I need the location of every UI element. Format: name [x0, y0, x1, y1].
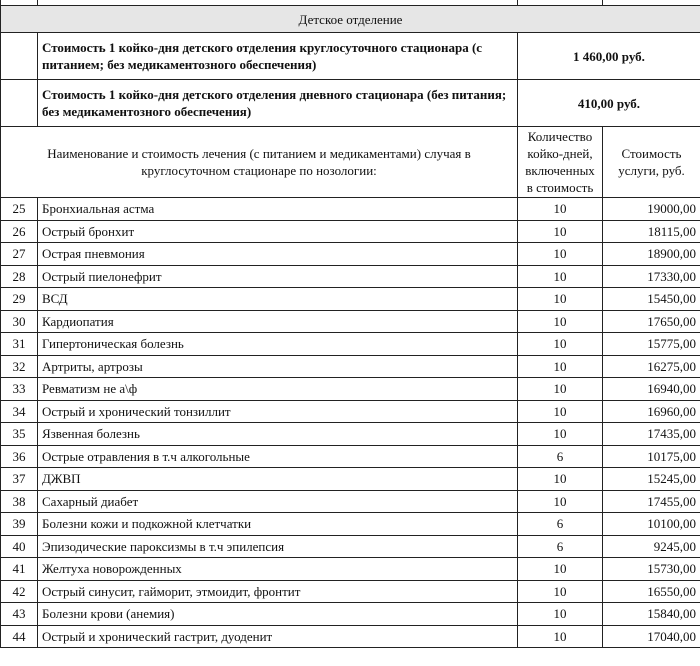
row-cost: 15450,00: [603, 288, 700, 311]
row-days: 10: [518, 580, 603, 603]
row-cost: 15775,00: [603, 333, 700, 356]
row-number: 39: [1, 513, 38, 536]
row-diagnosis: Острый пиелонефрит: [38, 265, 518, 288]
row-number: 37: [1, 468, 38, 491]
row-diagnosis: Ревматизм не а\ф: [38, 378, 518, 401]
row-cost: 10175,00: [603, 445, 700, 468]
row-days: 6: [518, 535, 603, 558]
row-number: 28: [1, 265, 38, 288]
row-cost: 15840,00: [603, 603, 700, 626]
row-number: 25: [1, 198, 38, 221]
row-cost: 17455,00: [603, 490, 700, 513]
row-diagnosis: Кардиопатия: [38, 310, 518, 333]
row-diagnosis: Болезни кожи и подкожной клетчатки: [38, 513, 518, 536]
table-row: [1, 355, 700, 378]
row-days: 10: [518, 625, 603, 648]
row-diagnosis: Сахарный диабет: [38, 490, 518, 513]
row-days: 10: [518, 468, 603, 491]
row-number: 34: [1, 400, 38, 423]
table-row: [1, 558, 700, 581]
row-days: 10: [518, 400, 603, 423]
table-row: [1, 198, 700, 221]
table-row: [1, 603, 700, 626]
table-row: [1, 625, 700, 648]
table-row: [1, 265, 700, 288]
row-number: 33: [1, 378, 38, 401]
row-diagnosis: Гипертоническая болезнь: [38, 333, 518, 356]
row-cost: 16550,00: [603, 580, 700, 603]
row-number: 36: [1, 445, 38, 468]
row-cost: 16960,00: [603, 400, 700, 423]
row-days: 10: [518, 378, 603, 401]
row-days: 10: [518, 310, 603, 333]
row-number: 29: [1, 288, 38, 311]
row-diagnosis: Острый и хронический гастрит, дуоденит: [38, 625, 518, 648]
row-number: 42: [1, 580, 38, 603]
table-row: [1, 288, 700, 311]
cost-label-24h: Стоимость 1 койко-дня детского отделения круглосуточного стационара (с питанием; без медикаментозного обеспечения): [38, 33, 518, 80]
row-cost: 18115,00: [603, 220, 700, 243]
row-diagnosis: Острая пневмония: [38, 243, 518, 266]
row-cost: 17330,00: [603, 265, 700, 288]
row-diagnosis: Острый синусит, гайморит, этмоидит, фронтит: [38, 580, 518, 603]
row-cost: 19000,00: [603, 198, 700, 221]
row-cost: 18900,00: [603, 243, 700, 266]
table-header-row: [1, 127, 700, 198]
row-days: 6: [518, 445, 603, 468]
row-cost: 16275,00: [603, 355, 700, 378]
table-row: [1, 243, 700, 266]
section-title: Детское отделение: [1, 6, 700, 33]
row-days: 10: [518, 423, 603, 446]
row-diagnosis: Болезни крови (анемия): [38, 603, 518, 626]
row-cost: 16940,00: [603, 378, 700, 401]
header-cost: Стоимость услуги, руб.: [603, 127, 700, 198]
row-cost: 17650,00: [603, 310, 700, 333]
cost-value-day: 410,00 руб.: [518, 80, 700, 127]
table-row: [1, 445, 700, 468]
table-row: [1, 220, 700, 243]
row-number: 26: [1, 220, 38, 243]
row-days: 10: [518, 243, 603, 266]
row-days: 10: [518, 603, 603, 626]
row-number: 32: [1, 355, 38, 378]
row-cost: 10100,00: [603, 513, 700, 536]
table-row: [1, 423, 700, 446]
row-days: 10: [518, 220, 603, 243]
row-days: 10: [518, 333, 603, 356]
table-row: [1, 310, 700, 333]
row-number: 30: [1, 310, 38, 333]
row-cost: 17040,00: [603, 625, 700, 648]
table-row: [1, 378, 700, 401]
row-days: 10: [518, 490, 603, 513]
row-cost: 9245,00: [603, 535, 700, 558]
row-number: 40: [1, 535, 38, 558]
row-number: 44: [1, 625, 38, 648]
table-row: [1, 400, 700, 423]
row-diagnosis: Острый и хронический тонзиллит: [38, 400, 518, 423]
cost-value-24h: 1 460,00 руб.: [518, 33, 700, 80]
row-diagnosis: Желтуха новорожденных: [38, 558, 518, 581]
row-number: 43: [1, 603, 38, 626]
row-number: 35: [1, 423, 38, 446]
table-row: [1, 580, 700, 603]
row-diagnosis: Острые отравления в т.ч алкогольные: [38, 445, 518, 468]
row-diagnosis: Эпизодические пароксизмы в т.ч эпилепсия: [38, 535, 518, 558]
row-diagnosis: ДЖВП: [38, 468, 518, 491]
table-row: [1, 468, 700, 491]
cost-row-24h: [1, 33, 700, 80]
row-days: 10: [518, 198, 603, 221]
row-days: 6: [518, 513, 603, 536]
row-days: 10: [518, 288, 603, 311]
section-title-row: [1, 6, 700, 33]
row-cost: 15730,00: [603, 558, 700, 581]
row-diagnosis: Бронхиальная астма: [38, 198, 518, 221]
row-cost: 17435,00: [603, 423, 700, 446]
table-row: [1, 490, 700, 513]
cost-label-day: Стоимость 1 койко-дня детского отделения дневного стационара (без питания; без медикаментозного обеспечения): [38, 80, 518, 127]
row-number: 27: [1, 243, 38, 266]
row-days: 10: [518, 558, 603, 581]
row-number: 31: [1, 333, 38, 356]
row-diagnosis: ВСД: [38, 288, 518, 311]
row-number: 38: [1, 490, 38, 513]
row-diagnosis: Острый бронхит: [38, 220, 518, 243]
row-cost: 15245,00: [603, 468, 700, 491]
row-days: 10: [518, 355, 603, 378]
row-number: 41: [1, 558, 38, 581]
row-diagnosis: Язвенная болезнь: [38, 423, 518, 446]
row-days: 10: [518, 265, 603, 288]
header-days: Количество койко-дней, включенных в стоимость: [518, 127, 603, 198]
cost-row-index-cell: [1, 33, 38, 80]
header-name: Наименование и стоимость лечения (с питанием и медикаментами) случая в круглосуточном стационаре по нозологии:: [1, 127, 518, 198]
row-diagnosis: Артриты, артрозы: [38, 355, 518, 378]
table-row: [1, 333, 700, 356]
table-row: [1, 513, 700, 536]
cost-row-index-cell: [1, 80, 38, 127]
cost-row-day: [1, 80, 700, 127]
table-row: [1, 535, 700, 558]
